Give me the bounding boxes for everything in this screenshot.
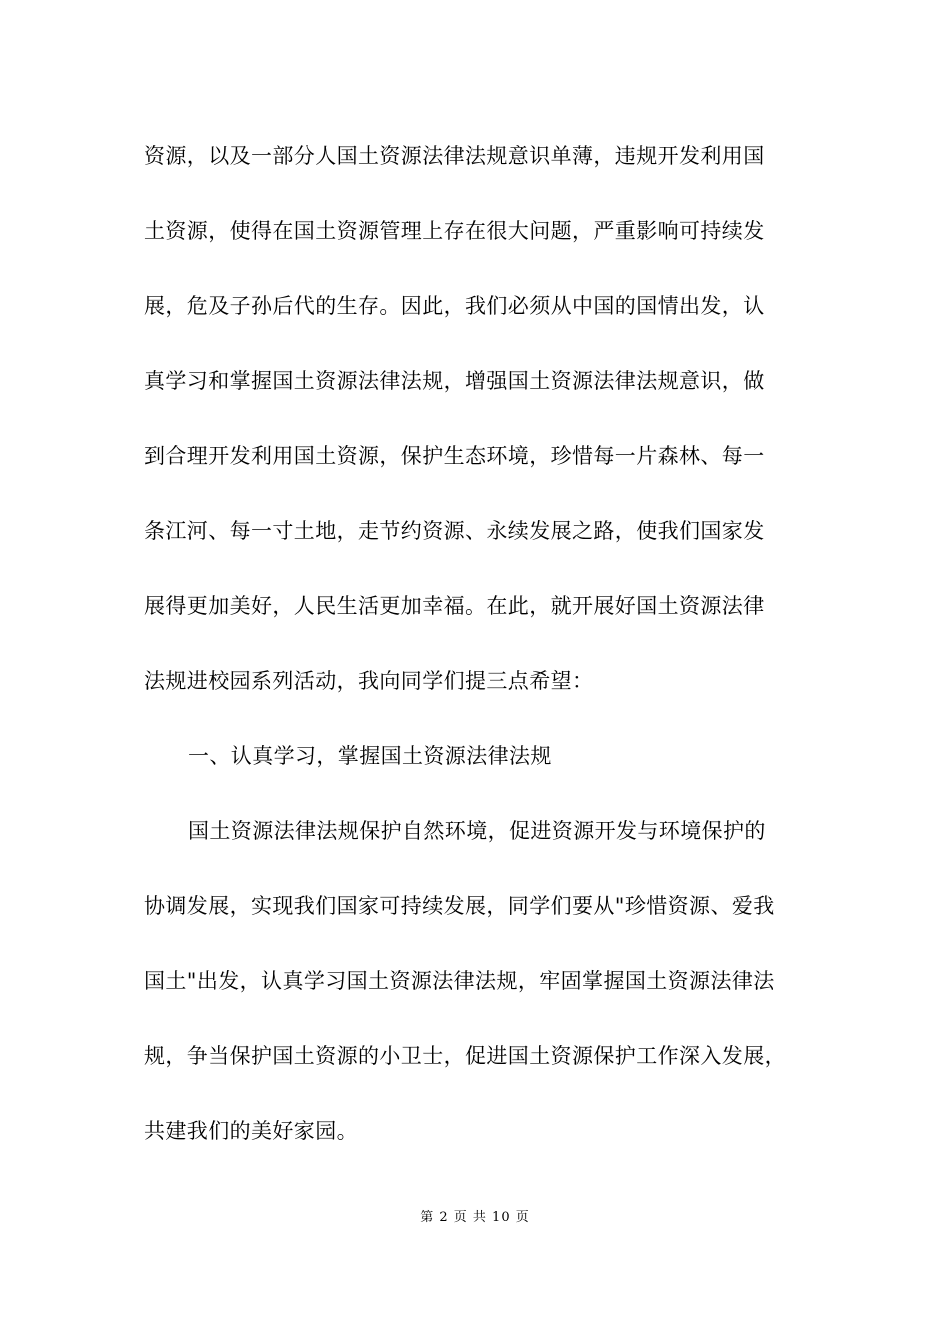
body-text — [144, 128, 824, 1178]
text-line: 土资源，使得在国土资源管理上存在很大问题，严重影响可持续发 — [144, 219, 765, 243]
text-line: 条江河、每一寸土地，走节约资源、永续发展之路，使我们国家发 — [144, 519, 765, 543]
text-line: 协调发展，实现我们国家可持续发展，同学们要从"珍惜资源、爱我 — [144, 894, 775, 918]
text-line: 规，争当保护国土资源的小卫士，促进国土资源保护工作深入发展， — [144, 1044, 786, 1068]
text-line: 国土资源法律法规保护自然环境，促进资源开发与环境保护的 — [188, 819, 766, 843]
text-line: 展，危及子孙后代的生存。因此，我们必须从中国的国情出发，认 — [144, 294, 765, 318]
text-line: 国土"出发，认真学习国土资源法律法规，牢固掌握国土资源法律法 — [144, 969, 775, 993]
text-line: 共建我们的美好家园。 — [144, 1119, 358, 1143]
text-line: 法规进校园系列活动，我向同学们提三点希望： — [144, 669, 594, 693]
page-number: 第 2 页 共 10 页 — [420, 1210, 530, 1225]
section-heading: 一、认真学习，掌握国土资源法律法规 — [188, 744, 552, 768]
text-line: 展得更加美好，人民生活更加幸福。在此，就开展好国土资源法律 — [144, 594, 765, 618]
text-line: 到合理开发利用国土资源，保护生态环境，珍惜每一片森林、每一 — [144, 444, 765, 468]
text-line: 资源，以及一部分人国土资源法律法规意识单薄，违规开发利用国 — [144, 144, 765, 168]
text-line: 真学习和掌握国土资源法律法规，增强国土资源法律法规意识，做 — [144, 369, 765, 393]
page-footer — [0, 1206, 950, 1225]
